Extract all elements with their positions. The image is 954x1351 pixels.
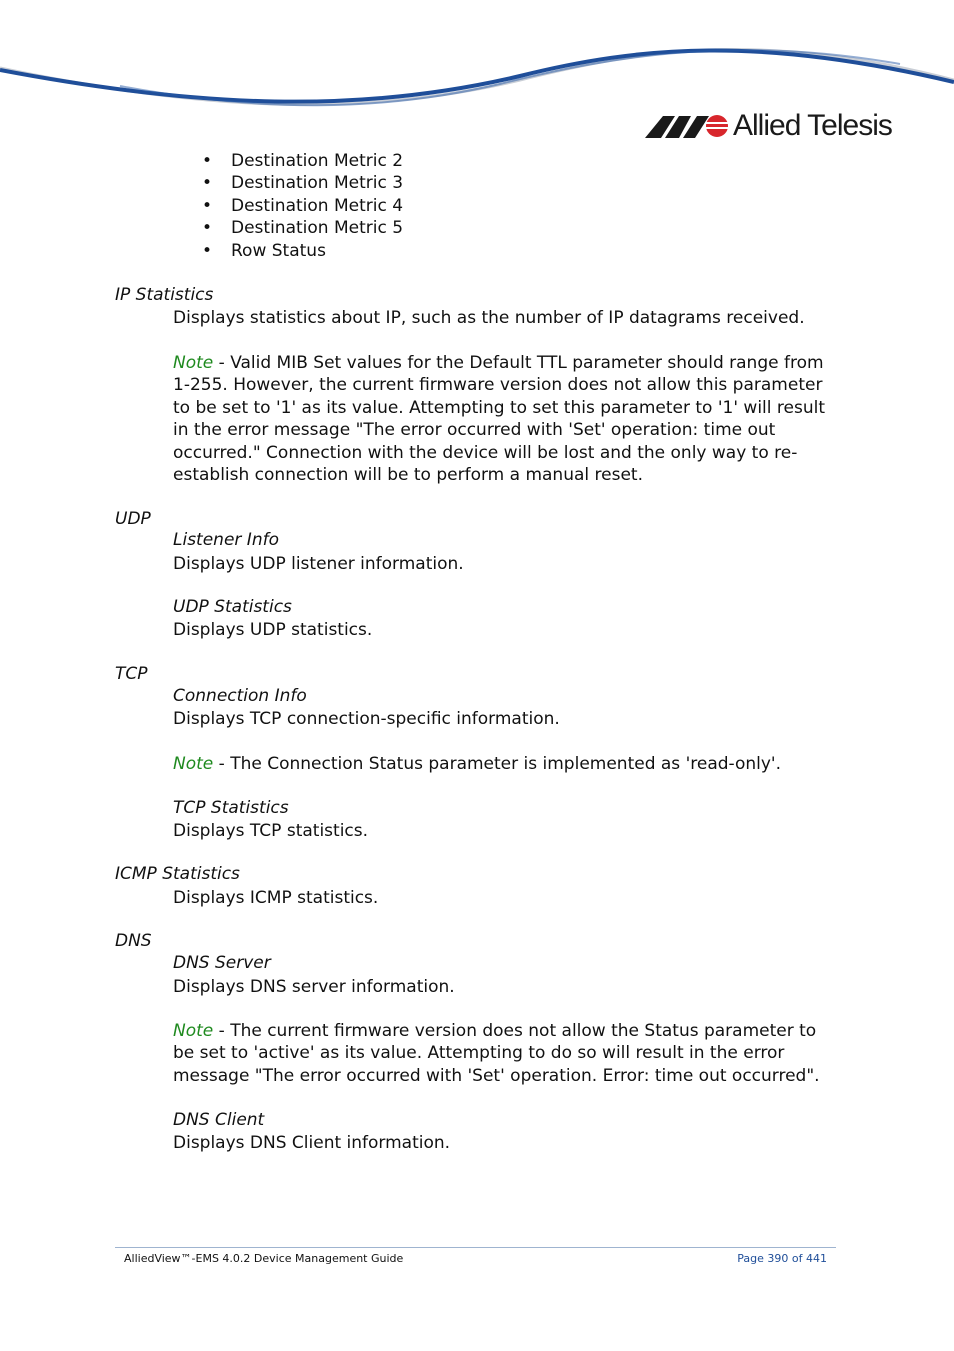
dns-client-desc: Displays DNS Client information. [173, 1133, 451, 1153]
allied-telesis-logo [645, 108, 905, 148]
logo-wordmark: Allied Telesis [733, 109, 892, 142]
tcp-conn-title: Connection Info [173, 686, 307, 706]
section-heading-ip-statistics: IP Statistics [115, 285, 214, 305]
dns-server-title: DNS Server [173, 953, 271, 973]
bullet-list [200, 150, 403, 262]
dns-client-title: DNS Client [173, 1110, 265, 1130]
tcp-conn-desc: Displays TCP connection-specific information. [173, 709, 560, 729]
note-label: Note [173, 1021, 214, 1041]
udp-listener-title: Listener Info [173, 530, 279, 550]
list-item: • Destination Metric 2 [200, 150, 403, 172]
section-heading-udp: UDP [115, 509, 151, 529]
footer-page-number: Page 390 of 441 [737, 1252, 827, 1265]
dns-note [173, 1020, 838, 1087]
udp-stats-desc: Displays UDP statistics. [173, 620, 373, 640]
footer-divider [115, 1247, 836, 1248]
ip-note [173, 352, 838, 486]
udp-stats-title: UDP Statistics [173, 597, 292, 617]
footer-doc-title: AlliedView™-EMS 4.0.2 Device Management Guide [124, 1252, 404, 1265]
note-label: Note [173, 754, 214, 774]
tcp-stats-title: TCP Statistics [173, 798, 289, 818]
udp-listener-desc: Displays UDP listener information. [173, 554, 464, 574]
tcp-stats-desc: Displays TCP statistics. [173, 821, 369, 841]
dns-server-desc: Displays DNS server information. [173, 977, 455, 997]
ip-statistics-desc: Displays statistics about IP, such as the number of IP datagrams received. [173, 308, 805, 328]
note-text: - The current firmware version does not allow the Status parameter to be set to 'active' as its value. Attempting to do so will result in the error message "The error occurred with 'Set' operation. Error: time out occurred". [173, 1021, 820, 1086]
section-heading-tcp: TCP [115, 664, 148, 684]
list-item: • Destination Metric 4 [200, 195, 403, 217]
tcp-note [173, 753, 838, 775]
icmp-desc: Displays ICMP statistics. [173, 888, 379, 908]
list-item: • Destination Metric 3 [200, 172, 403, 194]
note-text: - Valid MIB Set values for the Default TTL parameter should range from 1-255. However, the current firmware version does not allow this parameter to be set to '1' as its value. Attempting to set this parameter to '1' will result in the error message "The error occurred with 'Set' operation: time out occurred." Connection with the device will be lost and the only way to re-establish connection will be to perform a manual reset. [173, 353, 825, 486]
section-heading-dns: DNS [115, 931, 152, 951]
note-text: - The Connection Status parameter is implemented as 'read-only'. [213, 754, 782, 774]
logo-mark-icon [645, 108, 731, 142]
list-item: • Row Status [200, 240, 403, 262]
note-label: Note [173, 353, 214, 373]
list-item: • Destination Metric 5 [200, 217, 403, 239]
section-heading-icmp: ICMP Statistics [115, 864, 240, 884]
